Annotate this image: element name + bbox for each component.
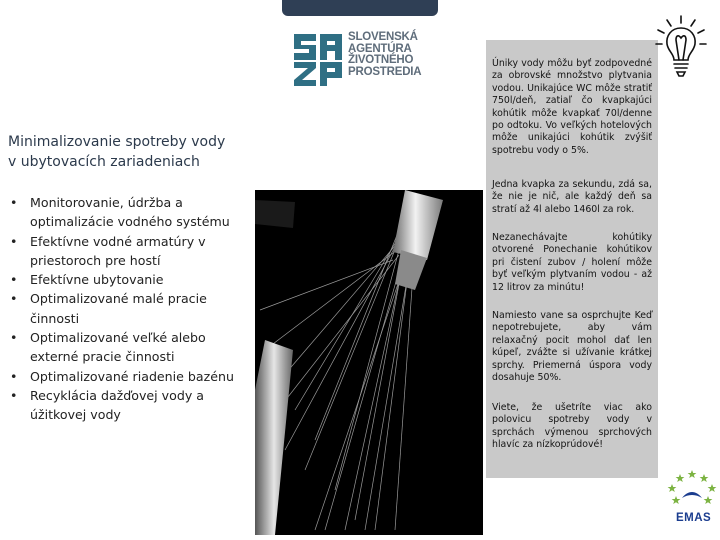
measures-list: [10, 193, 250, 425]
tip-showerheads: Viete, že ušetríte viac ako polovicu spotreby vody v sprchách výmenou sprchových hlavíc za nízkoprúdové!: [492, 402, 652, 451]
list-item: • Recyklácia dažďovej vody a úžitkovej vody: [10, 386, 250, 425]
shower-photo: [255, 190, 483, 535]
list-item: • Optimalizované riadenie bazénu: [10, 367, 250, 386]
agency-name: SLOVENSKÁ AGENTÚRA ŽIVOTNÉHO PROSTREDIA: [348, 31, 422, 78]
list-item: • Efektívne vodné armatúry v priestoroch pre hostí: [10, 232, 250, 271]
slide-title: Minimalizovanie spotreby vody v ubytovacích zariadeniach: [8, 134, 226, 170]
top-header-tab: [282, 0, 438, 16]
list-item: • Efektívne ubytovanie: [10, 270, 250, 289]
emas-label: EMAS: [676, 512, 712, 524]
list-item: • Optimalizované veľké alebo externé pracie činnosti: [10, 328, 250, 367]
emas-logo-stars: [664, 468, 720, 508]
tip-leaks: Úniky vody môžu byť zodpovedné za obrovské množstvo plytvania vodou. Unikajúce WC môže stratiť 750l/deň, zatiaľ čo kvapkajúci kohútik môže kvapkať 70l/denne po odtoku. Vo veľkých hotelových môže unikajúci kohútik zvýšiť spotrebu vody o 5%.: [492, 58, 652, 156]
lightbulb-icon: [654, 14, 708, 80]
list-item: • Optimalizované malé pracie činnosti: [10, 289, 250, 328]
tip-shower: Namiesto vane sa osprchujte Keď nepotrebujete, aby vám relaxačný pocit mohol dať len kúpeľ, zvážte si užívanie krátkej sprchy. Priemerná úspora vody dosahuje 50%.: [492, 310, 652, 384]
tip-drip: Jedna kvapka za sekundu, zdá sa, že nie je nič, ale každý deň sa stratí až 4l alebo 1460l za rok.: [492, 179, 652, 215]
list-item: • Monitorovanie, údržba a optimalizácie vodného systému: [10, 193, 250, 232]
shower-head-illustration: [255, 190, 483, 535]
water-tips-panel: [486, 40, 658, 478]
tip-taps: Nezanechávajte kohútiky otvorené Ponechanie kohútikov pri čistení zubov / holení môže byť veľkým plytvaním vodou - až 12 litrov za minútu!: [492, 232, 652, 293]
